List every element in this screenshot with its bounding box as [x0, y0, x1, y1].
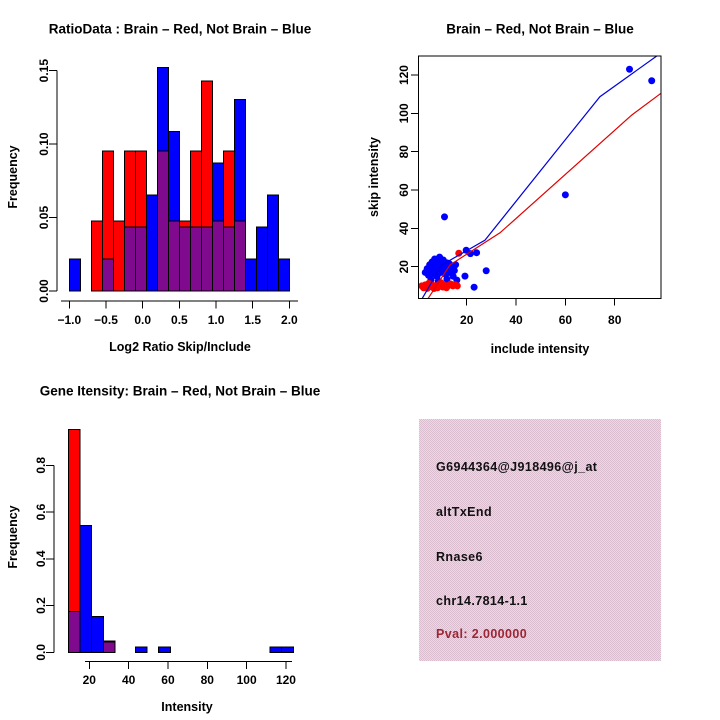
x-tick-label: 80 — [608, 313, 622, 327]
bar-blue — [135, 647, 147, 652]
panel-gene-intensity-histogram — [0, 360, 360, 720]
gene-info-box — [419, 419, 661, 661]
x-tick-label: 80 — [200, 673, 214, 687]
x-tick-label: 1.5 — [244, 313, 262, 327]
y-axis — [34, 457, 54, 661]
x-tick-label: 40 — [509, 313, 523, 327]
histogram-bars — [69, 67, 289, 291]
y-tick-label: 0.2 — [34, 597, 48, 614]
bar-red — [102, 151, 113, 259]
bar-blue — [80, 525, 92, 652]
x-tick-label: 2.0 — [281, 313, 298, 327]
data-point-blue — [473, 249, 480, 256]
bar-red — [190, 151, 201, 227]
bar-overlap — [102, 259, 113, 291]
data-point-blue — [451, 267, 458, 274]
bar-overlap — [157, 151, 168, 291]
bar-blue — [234, 99, 245, 221]
bar-overlap — [168, 221, 179, 291]
data-point-blue — [461, 273, 468, 280]
data-point-red — [454, 282, 461, 289]
chromosome-location-text: chr14.7814-1.1 — [436, 594, 528, 608]
x-tick-label: 100 — [236, 673, 257, 687]
x-tick-label: 1.0 — [207, 313, 225, 327]
bar-blue — [146, 195, 157, 291]
x-tick-label: −1.0 — [57, 313, 82, 327]
bar-blue — [282, 647, 294, 652]
data-point-blue — [483, 267, 490, 274]
panel-ratio-histogram — [0, 0, 360, 360]
bar-overlap — [103, 642, 115, 652]
y-axis — [397, 65, 418, 274]
data-point-blue — [648, 77, 655, 84]
bar-overlap — [212, 221, 223, 291]
x-tick-label: 40 — [121, 673, 136, 687]
x-tick-label: 0.5 — [171, 313, 188, 327]
bar-overlap — [223, 227, 234, 291]
data-point-blue — [626, 66, 633, 73]
y-tick-label: 80 — [397, 145, 411, 159]
x-tick-label: 0.0 — [134, 313, 152, 327]
x-tick-label: −0.5 — [94, 313, 118, 327]
y-tick-label: 60 — [397, 183, 411, 197]
bar-overlap — [179, 227, 190, 291]
y-tick-label: 0.00 — [37, 279, 51, 303]
ratio-hist-x-axis-label: Log2 Ratio Skip/Include — [109, 340, 251, 354]
ratio-hist-title: RatioData : Brain – Red, Not Brain – Blue — [48, 21, 312, 37]
x-tick-label: 120 — [275, 673, 296, 687]
y-tick-label: 100 — [397, 103, 411, 124]
bar-blue — [168, 131, 179, 221]
y-tick-label: 0.0 — [34, 643, 48, 661]
data-point-blue — [562, 191, 569, 198]
bar-red — [113, 221, 124, 291]
y-tick-label: 0.6 — [34, 503, 48, 521]
y-tick-label: 120 — [397, 65, 411, 86]
y-tick-label: 20 — [397, 260, 411, 274]
bar-red — [91, 221, 102, 291]
gene-hist-title: Gene Itensity: Brain – Red, Not Brain – Blue — [39, 383, 321, 399]
bar-red — [68, 430, 80, 612]
gene-hist-x-axis-label: Intensity — [161, 700, 213, 714]
data-point-blue — [441, 213, 448, 220]
trend-line-red — [428, 93, 661, 298]
y-axis — [37, 59, 57, 303]
x-tick-label: 20 — [460, 313, 474, 327]
bar-overlap — [135, 227, 146, 291]
pval-text: Pval: 2.000000 — [436, 627, 528, 641]
y-tick-label: 0.10 — [37, 132, 51, 156]
bar-overlap — [234, 221, 245, 291]
scatter-canvas — [360, 0, 720, 360]
gene-hist-y-axis-label: Frequency — [6, 505, 20, 569]
bar-red — [124, 151, 135, 227]
bar-blue — [92, 617, 104, 653]
bar-blue — [69, 259, 80, 291]
bar-red — [103, 641, 115, 642]
bar-blue — [267, 195, 278, 291]
ratio-hist-y-axis-label: Frequency — [6, 145, 20, 209]
event-type-text: altTxEnd — [436, 505, 492, 519]
y-tick-label: 40 — [397, 221, 411, 236]
bar-overlap — [124, 227, 135, 291]
scatter-y-axis-label: skip intensity — [367, 137, 381, 217]
y-tick-label: 0.8 — [34, 456, 48, 474]
x-tick-label: 60 — [558, 313, 573, 327]
bar-overlap — [190, 227, 201, 291]
bar-overlap — [201, 227, 212, 291]
bar-overlap — [68, 612, 80, 653]
bar-blue — [157, 67, 168, 151]
bar-blue — [159, 647, 171, 652]
y-tick-label: 0.4 — [34, 550, 48, 568]
x-tick-label: 60 — [161, 673, 175, 687]
bar-blue — [212, 163, 223, 221]
data-point-blue — [471, 284, 478, 291]
bar-red — [179, 221, 190, 227]
bar-blue — [270, 647, 282, 652]
y-tick-label: 0.05 — [37, 205, 51, 230]
gene-name-text: Rnase6 — [436, 550, 483, 564]
histogram-bars — [68, 430, 293, 653]
bar-blue — [256, 227, 267, 291]
bar-red — [223, 151, 234, 227]
panel-intensity-scatter — [360, 0, 720, 360]
ratio-histogram-canvas — [0, 0, 360, 360]
y-tick-label: 0.15 — [37, 58, 51, 83]
x-axis — [83, 662, 297, 687]
x-tick-label: 20 — [82, 673, 96, 687]
probe-id-text: G6944364@J918496@j_at — [436, 460, 598, 474]
scatter-x-axis-label: include intensity — [490, 342, 590, 356]
panel-gene-info — [360, 360, 720, 720]
bar-red — [135, 151, 146, 227]
scatter-title: Brain – Red, Not Brain – Blue — [446, 21, 634, 37]
bar-blue — [278, 259, 289, 291]
bar-red — [201, 81, 212, 227]
x-axis — [460, 298, 622, 327]
gene-histogram-canvas — [0, 360, 360, 720]
x-axis — [58, 301, 299, 327]
bar-blue — [245, 259, 256, 291]
